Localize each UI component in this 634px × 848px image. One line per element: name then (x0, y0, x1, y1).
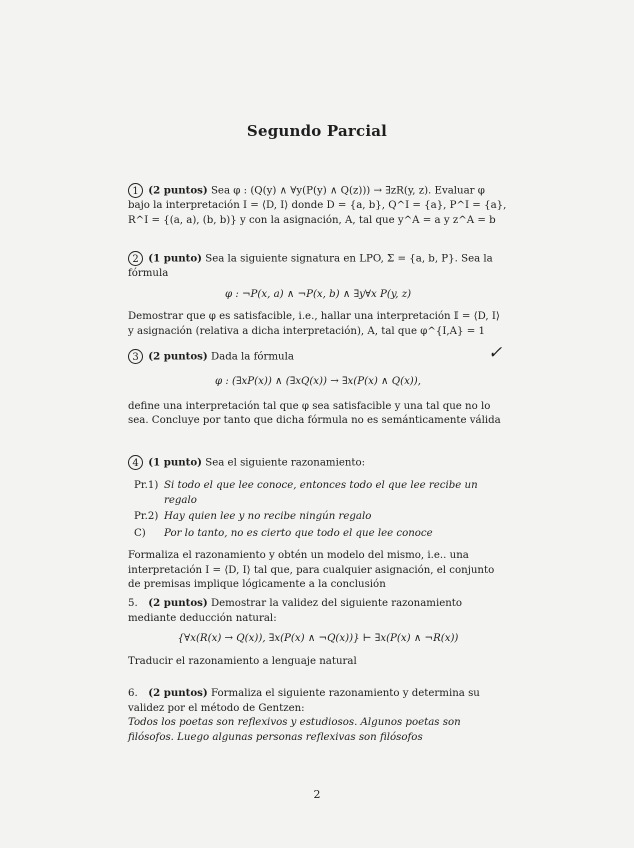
question-text: Sea la siguiente signatura en LPO, Σ = {a, b, P}. Sea la fórmula (128, 253, 493, 279)
question-number: 2 (128, 251, 143, 266)
premise-list (128, 479, 508, 541)
premise-text: Si todo el que lee conoce, entonces todo el que lee recibe un regalo (164, 480, 478, 506)
question-points: (2 puntos) (148, 184, 208, 197)
question-formula: φ : (∃xP(x)) ∧ (∃xQ(x)) → ∃x(P(x) ∧ Q(x)), (214, 376, 421, 387)
premise-item (134, 479, 508, 508)
question-points: (2 puntos) (148, 597, 208, 609)
premise-label: Pr.1) (134, 480, 159, 491)
premise-text: Hay quien lee y no recibe ningún regalo (164, 511, 372, 522)
premise-text: Por lo tanto, no es cierto que todo el que lee conoce (164, 527, 433, 539)
question-text: Formaliza el siguiente razonamiento y determina su validez por el método de Gentzen: (128, 688, 480, 714)
premise-label: Pr.2) (134, 511, 159, 522)
question-text-2: Traducir el razonamiento a lenguaje natural (128, 655, 357, 667)
question-number: 4 (128, 455, 143, 470)
question-points: (2 puntos) (148, 687, 208, 699)
premise-label: C) (134, 527, 146, 539)
question-text: Sea el siguiente razonamiento: (205, 457, 366, 469)
question-number: 1 (128, 183, 143, 198)
handwritten-check-mark: ✓ (488, 343, 503, 363)
question-3 (128, 349, 508, 429)
question-text-2: Formaliza el razonamiento y obtén un modelo del mismo, i.e.. una interpretación I = ⟨D, I⟩ tal que, para cualquier asignación, el conjunto de premisas implique lógicamente a la conclusión (128, 550, 495, 590)
question-text-2: define una interpretación tal que φ sea satisfacible y una tal que no lo sea. Concluye por tanto que dicha fórmula no es semánticamente válida (128, 400, 501, 426)
question-formula: {∀x(R(x) → Q(x)), ∃x(P(x) ∧ ¬Q(x))} ⊢ ∃x(P(x) ∧ ¬R(x)) (177, 633, 459, 644)
question-text: Dada la fórmula (210, 351, 294, 363)
question-text: Demostrar la validez del siguiente razonamiento mediante deducción natural: (128, 598, 463, 624)
question-points: (1 punto) (148, 252, 202, 265)
question-number: 6. (128, 688, 138, 699)
question-points: (1 punto) (148, 456, 202, 469)
premise-item (134, 510, 508, 525)
question-formula: φ : ¬P(x, a) ∧ ¬P(x, b) ∧ ∃y∀x P(y, z) (224, 288, 412, 300)
question-2 (128, 251, 508, 339)
question-text: Sea φ : (Q(y) ∧ ∀y(P(y) ∧ Q(z))) → ∃zR(y, z). Evaluar φ bajo la interpretación I = ⟨D, I⟩ donde D = {a, b}, Q^I = {a}, P^I = {a}, R^I = {(a, a), (b, b)} y con la asignación, A, tal que y^A = a y z^A = b (128, 185, 507, 226)
question-5 (128, 596, 508, 669)
question-number: 3 (128, 349, 143, 364)
reasoning-quote: Todos los poetas son reflexivos y estudiosos. Algunos poetas son filósofos. Luego algunas personas reflexivas son filósofos (128, 717, 461, 743)
page-number: 2 (313, 788, 321, 801)
question-1 (128, 183, 508, 228)
page-title: Segundo Parcial (246, 122, 388, 140)
question-points: (2 puntos) (148, 350, 208, 363)
question-4 (128, 455, 508, 593)
question-number: 5. (128, 598, 138, 609)
premise-item (134, 527, 508, 542)
question-6 (128, 686, 508, 745)
question-text-2: Demostrar que φ es satisfacible, i.e., hallar una interpretación 𝕀 = ⟨D, I⟩ y asignación (relativa a dicha interpretación), A, tal que φ^{I,A} = 1 (128, 311, 500, 337)
